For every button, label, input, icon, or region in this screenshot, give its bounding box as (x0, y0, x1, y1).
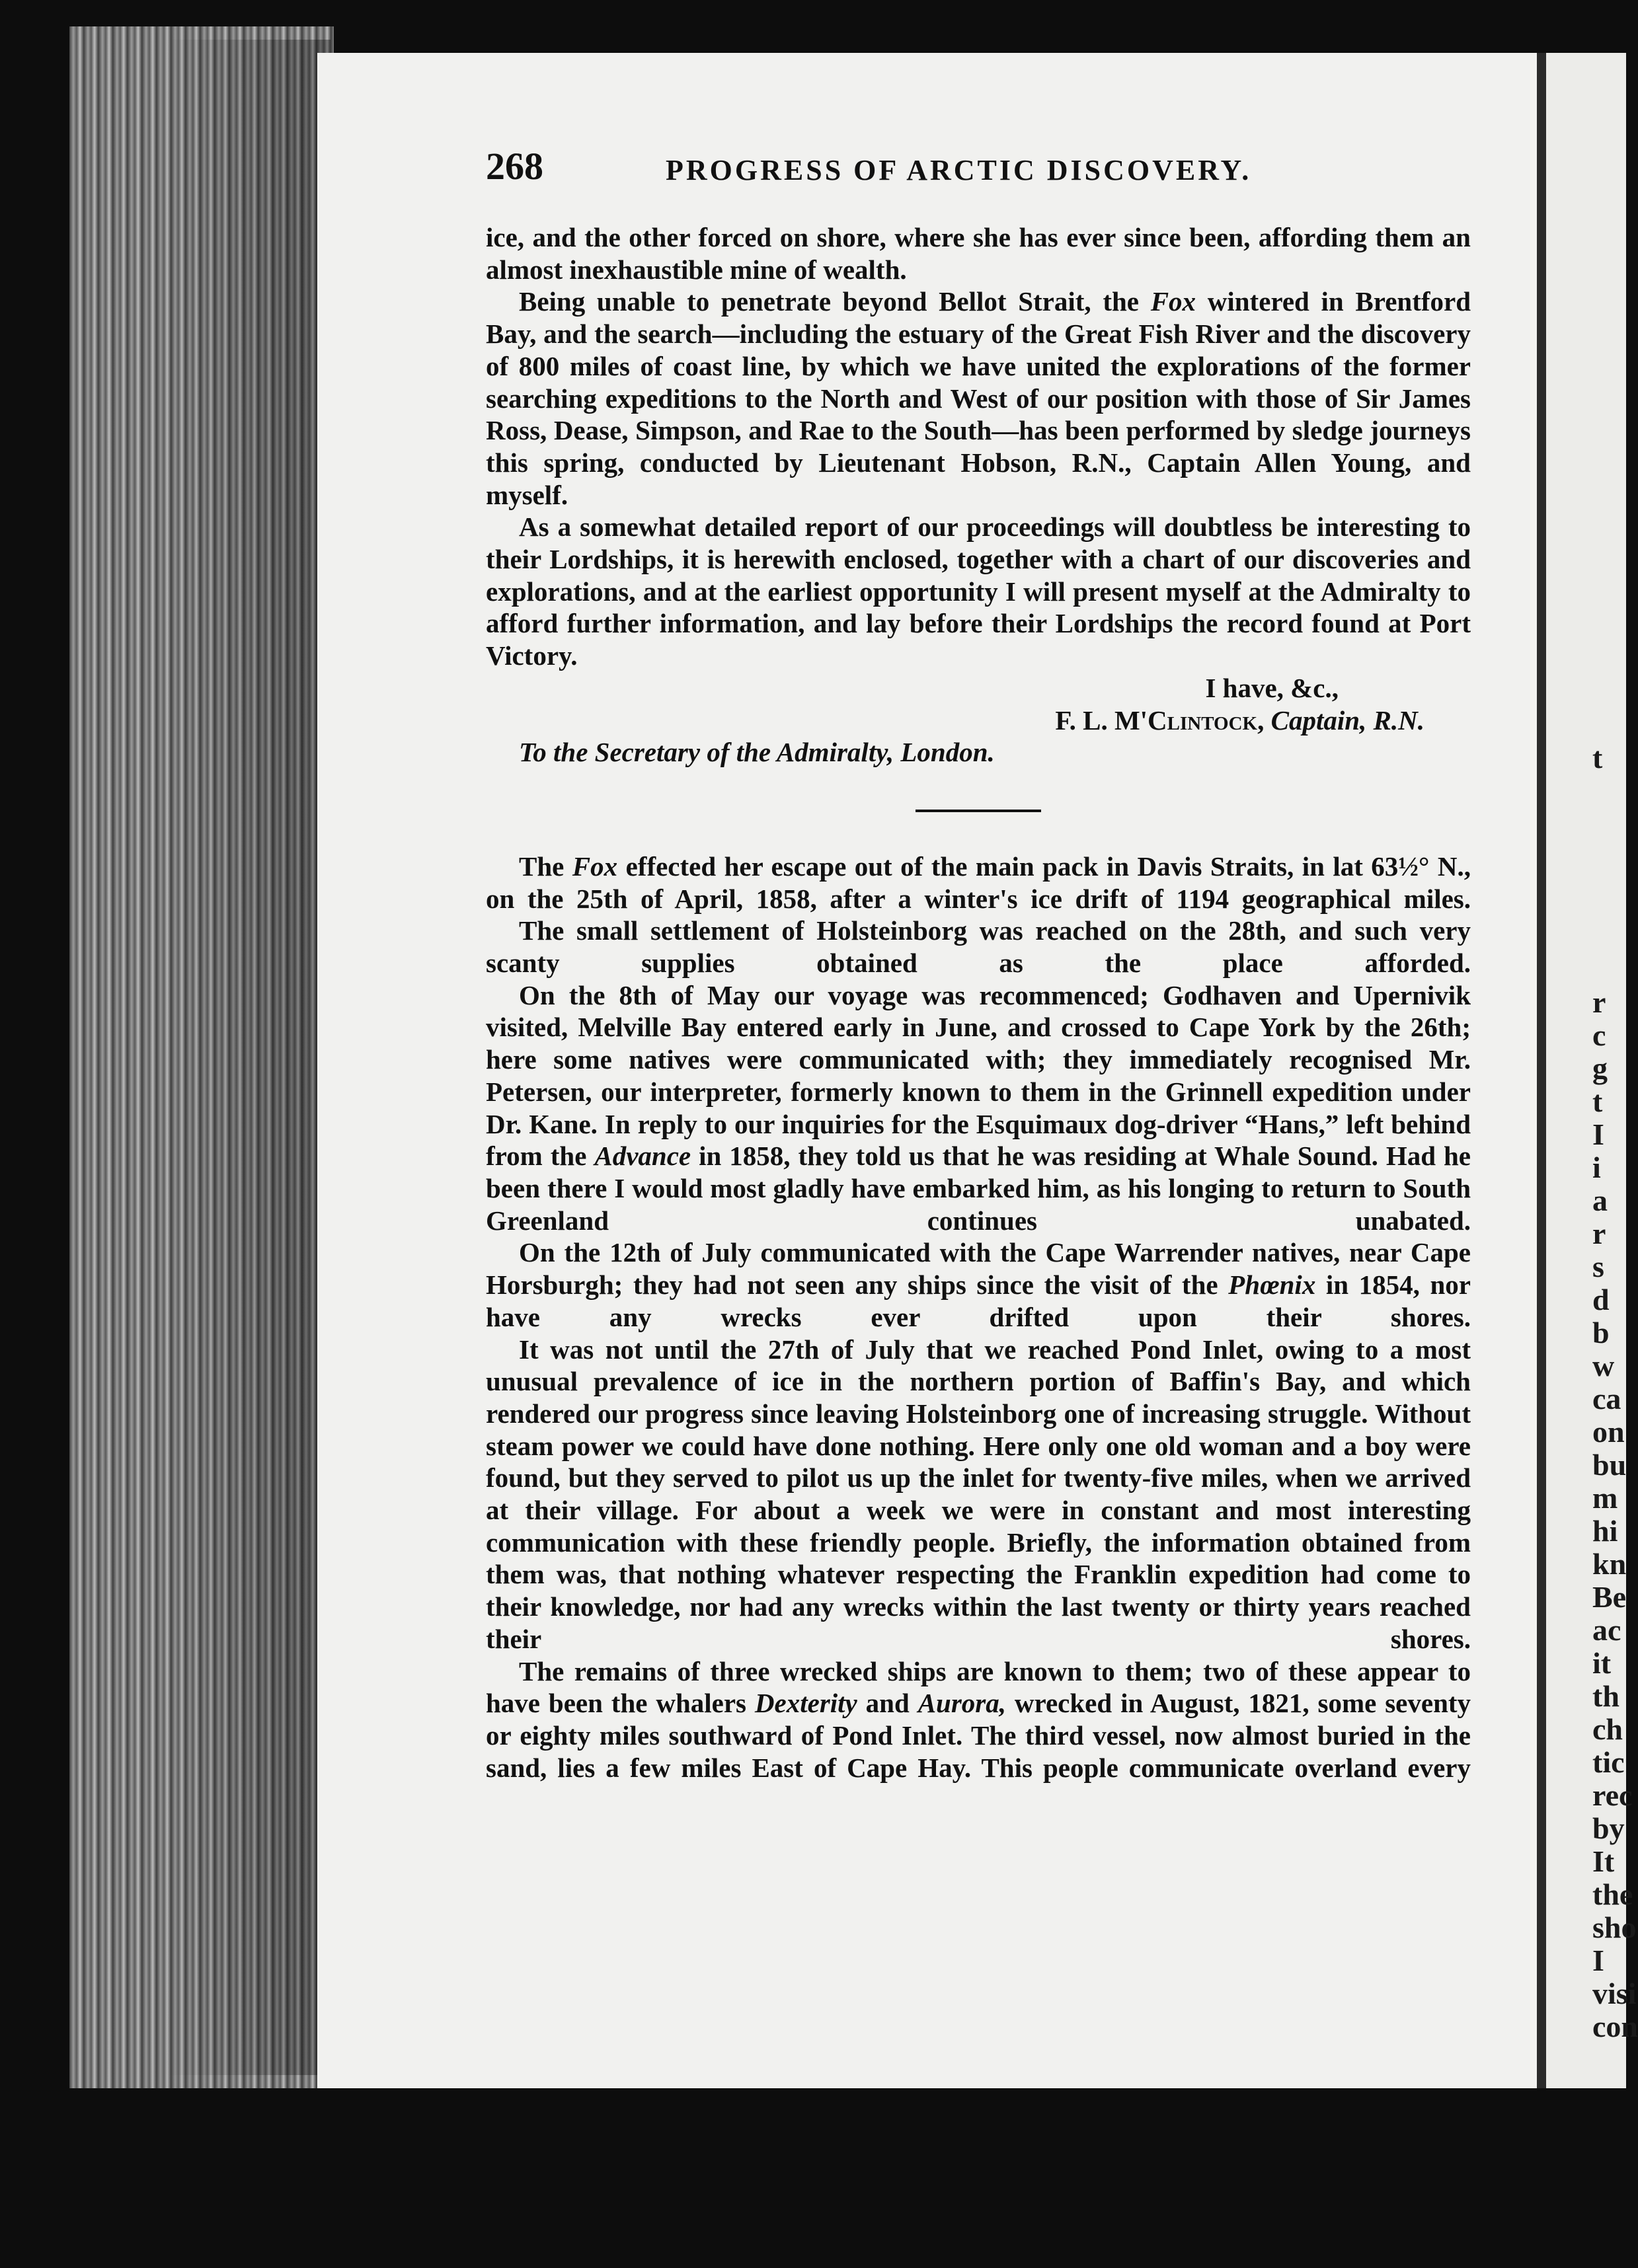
facing-page-fragment: the (1592, 1877, 1633, 1911)
facing-page-fragment: it (1592, 1646, 1612, 1680)
facing-page-fragment: d (1592, 1283, 1610, 1316)
facing-page-fragment: kn (1592, 1547, 1627, 1581)
facing-page-fragment: th (1592, 1679, 1619, 1713)
facing-page-fragment: c (1592, 1018, 1606, 1052)
paragraph: On the 8th of May our voyage was recommenced; Godhaven and Upernivik visited, Melville Bay entered early in June, and crossed to Cape York by the 26th; here some natives were communicated with; they immediately recognised Mr. Petersen, our interpreter, formerly known to them in the Grinnell expedition under Dr. Kane. In reply to our inquiries for the Esquimaux dog-driver “Hans,” left behind from the Advance in 1858, they told us that he was residing at Whale Sound. Had he been there I would most gladly have embarked him, as his longing to return to South Greenland continues unabated. (486, 979, 1471, 1236)
ship-name: Fox (1150, 286, 1196, 317)
facing-page-fragment: r (1592, 1217, 1606, 1250)
paragraph: The small settlement of Holsteinborg was reached on the 28th, and such very scanty supplies obtained as the place afforded. (486, 915, 1471, 979)
letter-closing: I have, &c., (1205, 672, 1339, 703)
page-number: 268 (486, 145, 543, 188)
facing-page-fragment: r (1592, 985, 1606, 1019)
ship-name: Phœnix (1228, 1269, 1316, 1301)
ship-name: Dexterity (754, 1688, 857, 1719)
facing-page-fragment: It (1592, 1844, 1615, 1878)
signature-name: F. L. M'Clintock, (1055, 704, 1265, 736)
facing-page-fragment: bu (1592, 1448, 1627, 1482)
ship-name: Aurora, (917, 1688, 1006, 1719)
paragraph: On the 12th of July communicated with the Cape Warrender natives, near Cape Horsburgh; they had not seen any ships since the visit of the Phœnix in 1854, nor have any wrecks ever drifted upon their shores. (486, 1237, 1471, 1332)
paragraph: Being unable to penetrate beyond Bellot Strait, the Fox wintered in Brentford Bay, and the search—including the estuary of the Great Fish River and the discovery of 800 miles of coast line, by which we have united the explorations of the former searching expeditions to the North and West of our position with those of Sir James Ross, Dease, Simpson, and Rae to the South—has been performed by sledge journeys this spring, conducted by Lieutenant Hobson, R.N., Captain Allen Young, and myself. (486, 286, 1471, 510)
facing-page-edge (1537, 53, 1638, 2088)
facing-page-fragment: b (1592, 1316, 1610, 1349)
facing-page-fragment: ca (1592, 1382, 1621, 1416)
facing-page-fragment: con (1592, 2010, 1638, 2043)
paragraph: The remains of three wrecked ships are known to them; two of these appear to have been the whalers Dexterity and Aurora, wrecked in August, 1821, some seventy or eighty miles southward of Pond Inlet. The third vessel, now almost buried in the sand, lies a few miles East of Cape Hay. This people communicate overland every (486, 1655, 1471, 1783)
page-header (486, 144, 1292, 197)
facing-page-fragment: ch (1592, 1712, 1623, 1746)
running-head: PROGRESS OF ARCTIC DISCOVERY. (666, 154, 1252, 186)
facing-page-fragment: i (1592, 1151, 1601, 1184)
paragraph: As a somewhat detailed report of our proceedings will doubtless be interesting to their Lordships, it is herewith enclosed, together with a chart of our discoveries and explorations, and at the earliest opportunity I will present myself at the Admiralty to afford further information, and lay before their Lordships the record found at Port Victory. (486, 511, 1471, 671)
facing-page-fragment: I (1592, 1117, 1604, 1151)
facing-page-fragment: g (1592, 1051, 1608, 1085)
letter-signature (486, 704, 1471, 737)
facing-page-fragment: I (1592, 1944, 1604, 1977)
facing-page-fragment: rec (1592, 1778, 1633, 1812)
ship-name: Fox (572, 850, 618, 882)
paragraph: The Fox effected her escape out of the main pack in Davis Straits, in lat 63½° N., on the 25th of April, 1858, after a winter's ice drift of 1194 geographical miles. (486, 850, 1471, 914)
facing-page-fragment: by (1592, 1811, 1625, 1845)
facing-page-fragment: t (1592, 741, 1603, 775)
section-divider (916, 810, 1041, 812)
facing-page-fragment: m (1592, 1481, 1618, 1515)
body-text (486, 221, 1471, 1784)
facing-page-fragment: t (1592, 1084, 1603, 1118)
facing-page-fragment: w (1592, 1349, 1615, 1382)
letter-addressee: To the Secretary of the Admiralty, London. (519, 737, 995, 768)
ship-name: Advance (594, 1141, 691, 1172)
facing-page-fragment: hi (1592, 1514, 1618, 1548)
gutter-shadow (165, 40, 331, 2075)
facing-page-fragment: visi (1592, 1977, 1637, 2010)
signature-rank: Captain, R.N. (1270, 704, 1424, 736)
paragraph: ice, and the other forced on shore, where she has ever since been, affording them an almost inexhaustible mine of wealth. (486, 222, 1471, 285)
paragraph: It was not until the 27th of July that we reached Pond Inlet, owing to a most unusual prevalence of ice in the northern portion of Baffin's Bay, and which rendered our progress since leaving Holsteinborg one of increasing struggle. Without steam power we could have done nothing. Here only one old woman and a boy were found, but they served to pilot us up the inlet for twenty-five miles, when we arrived at their village. For about a week we were in constant and most interesting communication with these friendly people. Briefly, the information obtained from them was, that nothing whatever respecting the Franklin expedition had come to their knowledge, nor had any wrecks within the last twenty or thirty years reached their shores. (486, 1334, 1471, 1654)
facing-page-fragment: s (1592, 1250, 1604, 1283)
facing-page-fragment: ac (1592, 1613, 1621, 1647)
facing-page-fragment: tic (1592, 1745, 1625, 1779)
facing-page-fragment: Be (1592, 1580, 1627, 1614)
facing-page-fragment: on (1592, 1415, 1625, 1449)
facing-page-fragment: a (1592, 1184, 1608, 1217)
facing-page-fragment: sho (1592, 1910, 1637, 1944)
